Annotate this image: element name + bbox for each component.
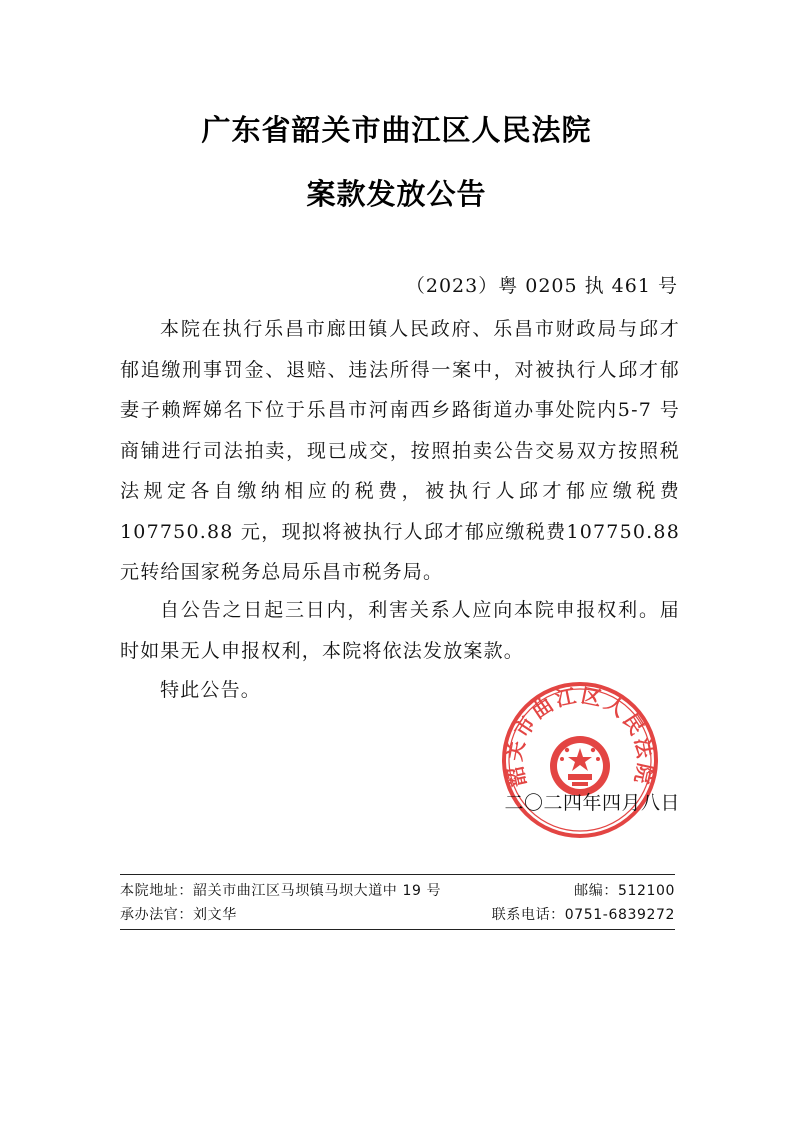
footer-judge [120,904,237,924]
judge-label: 承办法官： [120,907,193,923]
paragraph-claim-notice: 自公告之日起三日内，利害关系人应向本院申报权利。届时如果无人申报权利，本院将依法发放案款。 [120,599,680,662]
footer-address [120,880,441,900]
footer-divider-bottom [120,929,675,930]
phone-value: 0751-6839272 [564,907,675,923]
footer-zip [574,880,675,900]
case-number: （2023）粤 0205 执 461 号 [405,275,678,297]
court-seal-stamp [500,680,660,840]
issue-date: 二〇二四年四月八日 [504,792,680,814]
address-value: 韶关市曲江区马坝镇马坝大道中 19 号 [193,883,442,899]
national-emblem-icon [550,736,610,796]
paragraph-main: 本院在执行乐昌市廊田镇人民政府、乐昌市财政局与邱才郁追缴刑事罚金、退赔、违法所得一案中，对被执行人邱才郁妻子赖辉娣名下位于乐昌市河南西乡路街道办事处院内5-7 号商铺进行司法拍卖，现已成交，按照拍卖公告交易双方按照税法规定各自缴纳相应的税费，被执行人邱才郁应缴税费 107750.88 元，现拟将被执行人邱才郁应缴税费107750.88 元转给国家税务总局乐昌市税务局。 [120,318,680,583]
zip-value: 512100 [617,883,675,899]
paragraph-closing: 特此公告。 [160,679,262,701]
footer-divider-top [120,874,675,875]
footer-phone [492,904,675,924]
document-title: 案款发放公告 [306,177,487,211]
seal-text: 韶关市曲江区人民法院 [502,683,658,789]
judge-value: 刘文华 [193,907,237,923]
address-label: 本院地址： [120,883,193,899]
zip-label: 邮编： [574,883,618,899]
phone-label: 联系电话： [491,907,565,923]
court-name-heading: 广东省韶关市曲江区人民法院 [201,113,592,147]
